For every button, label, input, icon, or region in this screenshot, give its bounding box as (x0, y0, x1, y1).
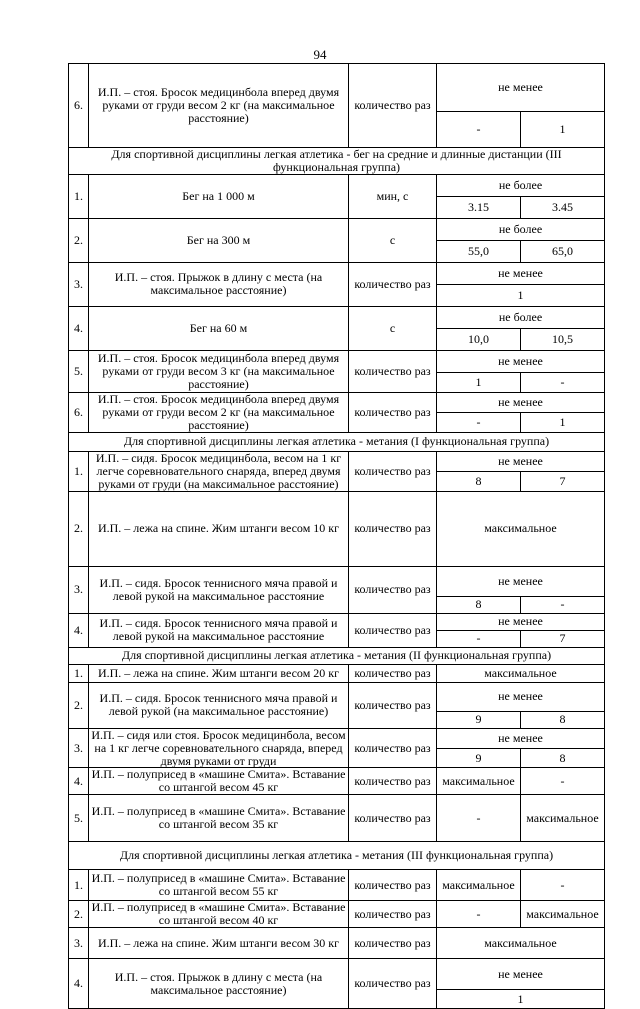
value-cell-1: 8 (437, 471, 521, 491)
table-row (69, 491, 605, 566)
exercise-description: И.П. – сидя. Бросок теннисного мяча правой и левой рукой на максимальное расстояние (89, 613, 349, 647)
unit-cell: с (349, 306, 437, 350)
value-cell-1: 8 (437, 596, 521, 613)
row-number: 2. (69, 491, 89, 566)
unit-cell: количество раз (349, 728, 437, 768)
row-number: 2. (69, 682, 89, 728)
value-cell-1: - (437, 630, 521, 647)
value-cell-1: 55,0 (437, 240, 521, 262)
table-row (69, 959, 605, 990)
unit-cell: количество раз (349, 566, 437, 613)
value-cell-1: 9 (437, 748, 521, 768)
unit-cell: количество раз (349, 64, 437, 148)
row-number: 4. (69, 959, 89, 1009)
condition-cell: не менее (437, 451, 605, 471)
section-row (69, 148, 605, 175)
value-cell-2: 7 (521, 630, 605, 647)
row-number: 4. (69, 768, 89, 795)
row-number: 2. (69, 218, 89, 262)
unit-cell: количество раз (349, 682, 437, 728)
row-number: 1. (69, 664, 89, 682)
value-cell-2: - (521, 596, 605, 613)
row-number: 1. (69, 174, 89, 218)
exercise-description: И.П. – лежа на спине. Жим штанги весом 20 кг (89, 664, 349, 682)
table-row (69, 262, 605, 284)
value-cell-1: максимальное (437, 870, 521, 901)
condition-cell: не менее (437, 64, 605, 112)
exercise-description: И.П. – лежа на спине. Жим штанги весом 30 кг (89, 928, 349, 959)
value-cell-2: 1 (521, 413, 605, 432)
row-number: 3. (69, 566, 89, 613)
value-cell: максимальное (437, 664, 605, 682)
exercise-description: И.П. – стоя. Прыжок в длину с места (на максимальное расстояние) (89, 262, 349, 306)
value-cell-2: 7 (521, 471, 605, 491)
value-cell: 1 (437, 284, 605, 306)
unit-cell: количество раз (349, 870, 437, 901)
exercise-description: И.П. – стоя. Прыжок в длину с места (на максимальное расстояние) (89, 959, 349, 1009)
unit-cell: количество раз (349, 392, 437, 432)
value-cell-2: 8 (521, 711, 605, 728)
table-row (69, 928, 605, 959)
table-row (69, 218, 605, 240)
value-cell-2: максимальное (521, 795, 605, 842)
table-row (69, 451, 605, 471)
unit-cell: с (349, 218, 437, 262)
condition-cell: не менее (437, 728, 605, 748)
value-cell-1: 10,0 (437, 328, 521, 350)
unit-cell: количество раз (349, 928, 437, 959)
exercise-description: И.П. – сидя. Бросок теннисного мяча правой и левой рукой (на максимальное расстояние) (89, 682, 349, 728)
row-number: 5. (69, 350, 89, 392)
exercise-description: И.П. – стоя. Бросок медицинбола вперед двумя руками от груди весом 3 кг (на максимальное расстояние) (89, 350, 349, 392)
value-cell: 1 (437, 990, 605, 1009)
row-number: 6. (69, 64, 89, 148)
section-row (69, 842, 605, 870)
unit-cell: количество раз (349, 664, 437, 682)
exercise-description: И.П. – полуприсед в «машине Смита». Вставание со штангой весом 40 кг (89, 901, 349, 928)
unit-cell: количество раз (349, 491, 437, 566)
condition-cell: не менее (437, 350, 605, 372)
unit-cell: количество раз (349, 451, 437, 491)
value-cell-2: - (521, 870, 605, 901)
value-cell: максимальное (437, 928, 605, 959)
condition-cell: не более (437, 218, 605, 240)
exercise-description: И.П. – сидя. Бросок теннисного мяча правой и левой рукой на максимальное расстояние (89, 566, 349, 613)
value-cell-1: - (437, 112, 521, 148)
exercise-description: И.П. – стоя. Бросок медицинбола вперед двумя руками от груди весом 2 кг (на максимальное расстояние) (89, 64, 349, 148)
row-number: 4. (69, 306, 89, 350)
value-cell-2: - (521, 372, 605, 392)
condition-cell: не менее (437, 682, 605, 711)
exercise-description: И.П. – сидя или стоя. Бросок медицинбола, весом на 1 кг легче соревновательного снаряда, вперед двумя руками от груди (89, 728, 349, 768)
exercise-description: И.П. – лежа на спине. Жим штанги весом 10 кг (89, 491, 349, 566)
unit-cell: количество раз (349, 901, 437, 928)
value-cell-2: 65,0 (521, 240, 605, 262)
condition-cell: не менее (437, 959, 605, 990)
exercise-description: И.П. – сидя. Бросок медицинбола, весом на 1 кг легче соревновательного снаряда, вперед двумя руками от груди (на максимальное расстояние) (89, 451, 349, 491)
exercise-description: И.П. – полуприсед в «машине Смита». Вставание со штангой весом 55 кг (89, 870, 349, 901)
value-cell: максимальное (437, 491, 605, 566)
value-cell-1: максимальное (437, 768, 521, 795)
standards-table (68, 63, 605, 1009)
value-cell-1: 9 (437, 711, 521, 728)
value-cell-2: 8 (521, 748, 605, 768)
table-row (69, 870, 605, 901)
page-number: 94 (313, 47, 327, 62)
exercise-description: Бег на 300 м (89, 218, 349, 262)
unit-cell: количество раз (349, 959, 437, 1009)
table-row (69, 768, 605, 795)
table-row (69, 613, 605, 630)
value-cell-2: 10,5 (521, 328, 605, 350)
value-cell-2: 3.45 (521, 196, 605, 218)
value-cell-1: - (437, 413, 521, 432)
table-row (69, 350, 605, 372)
row-number: 4. (69, 613, 89, 647)
value-cell-2: максимальное (521, 901, 605, 928)
table-row (69, 682, 605, 711)
unit-cell: количество раз (349, 262, 437, 306)
row-number: 2. (69, 901, 89, 928)
exercise-description: И.П. – полуприсед в «машине Смита». Вставание со штангой весом 45 кг (89, 768, 349, 795)
value-cell-1: 1 (437, 372, 521, 392)
table-row (69, 306, 605, 328)
row-number: 3. (69, 262, 89, 306)
condition-cell: не менее (437, 566, 605, 596)
condition-cell: не более (437, 306, 605, 328)
exercise-description: И.П. – стоя. Бросок медицинбола вперед двумя руками от груди весом 2 кг (на максимальное расстояние) (89, 392, 349, 432)
row-number: 5. (69, 795, 89, 842)
unit-cell: количество раз (349, 613, 437, 647)
section-heading: Для спортивной дисциплины легкая атлетика - бег на средние и длинные дистанции (III функциональная группа) (69, 148, 605, 175)
condition-cell: не менее (437, 613, 605, 630)
row-number: 3. (69, 928, 89, 959)
table-row (69, 64, 605, 112)
section-heading: Для спортивной дисциплины легкая атлетика - метания (III функциональная группа) (69, 842, 605, 870)
unit-cell: количество раз (349, 350, 437, 392)
section-row (69, 432, 605, 451)
exercise-description: Бег на 1 000 м (89, 174, 349, 218)
condition-cell: не менее (437, 262, 605, 284)
section-row (69, 647, 605, 664)
table-row (69, 728, 605, 748)
table-row (69, 566, 605, 596)
unit-cell: мин, с (349, 174, 437, 218)
exercise-description: Бег на 60 м (89, 306, 349, 350)
condition-cell: не менее (437, 392, 605, 412)
value-cell-1: 3.15 (437, 196, 521, 218)
row-number: 1. (69, 451, 89, 491)
table-row (69, 174, 605, 196)
value-cell-1: - (437, 901, 521, 928)
exercise-description: И.П. – полуприсед в «машине Смита». Вставание со штангой весом 35 кг (89, 795, 349, 842)
section-heading: Для спортивной дисциплины легкая атлетика - метания (I функциональная группа) (69, 432, 605, 451)
row-number: 3. (69, 728, 89, 768)
table-row (69, 901, 605, 928)
table-row (69, 795, 605, 842)
section-heading: Для спортивной дисциплины легкая атлетика - метания (II функциональная группа) (69, 647, 605, 664)
row-number: 1. (69, 870, 89, 901)
condition-cell: не более (437, 174, 605, 196)
value-cell-1: - (437, 795, 521, 842)
table-row (69, 664, 605, 682)
row-number: 6. (69, 392, 89, 432)
unit-cell: количество раз (349, 768, 437, 795)
value-cell-2: - (521, 768, 605, 795)
unit-cell: количество раз (349, 795, 437, 842)
value-cell-2: 1 (521, 112, 605, 148)
table-row (69, 392, 605, 412)
